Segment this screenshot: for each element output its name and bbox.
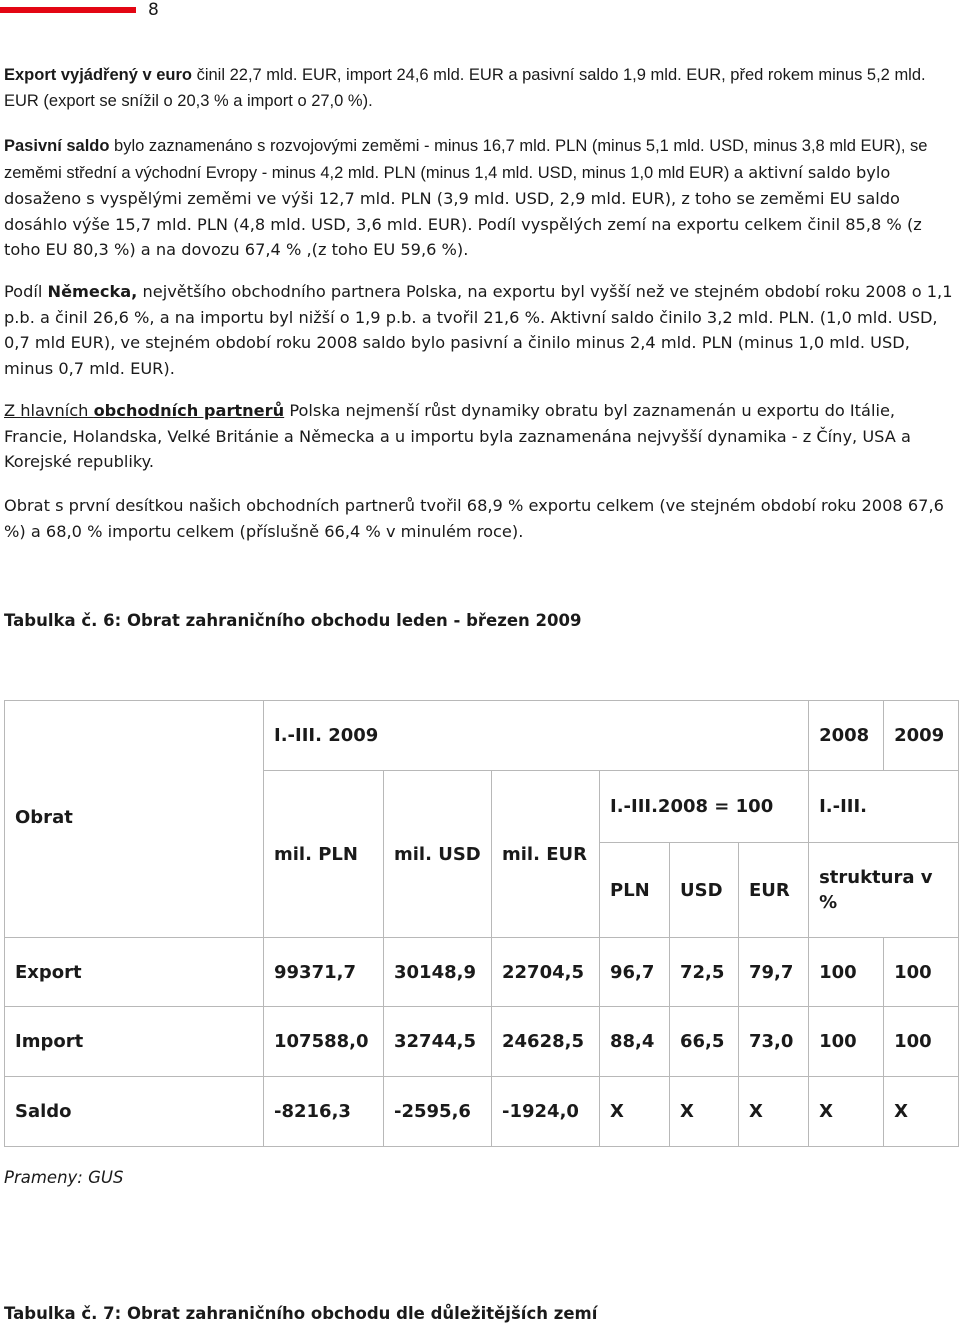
paragraph-text-pre [4, 401, 284, 420]
cell-eur: 22704,5 [492, 938, 600, 1007]
cell-structure-2009: 100 [884, 938, 959, 1007]
header-row-label: Obrat [5, 771, 264, 938]
paragraph-text-pre: Podíl [4, 282, 48, 301]
table-header-row-1 [5, 701, 959, 771]
paragraph-pre-text: Z hlavních [4, 401, 94, 420]
cell-usd: 32744,5 [384, 1007, 492, 1077]
cell-index-usd: X [670, 1077, 739, 1147]
header-col-eur: mil. EUR [492, 771, 600, 938]
cell-pln: 107588,0 [264, 1007, 384, 1077]
header-col-usd: mil. USD [384, 771, 492, 938]
row-label: Saldo [5, 1077, 264, 1147]
cell-pln: -8216,3 [264, 1077, 384, 1147]
page-number: 8 [148, 0, 159, 20]
paragraph-export-euro [4, 63, 957, 114]
cell-index-usd: 72,5 [670, 938, 739, 1007]
cell-eur: 24628,5 [492, 1007, 600, 1077]
cell-structure-2008: 100 [809, 938, 884, 1007]
cell-index-eur: X [739, 1077, 809, 1147]
paragraph-bold-germany: Německa, [47, 282, 138, 301]
paragraph-bold-partners: obchodních partnerů [93, 401, 285, 420]
cell-index-usd: 66,5 [670, 1007, 739, 1077]
cell-index-eur: 79,7 [739, 938, 809, 1007]
cell-pln: 99371,7 [264, 938, 384, 1007]
header-index-eur: EUR [739, 843, 809, 938]
header-col-pln: mil. PLN [264, 771, 384, 938]
paragraph-lead: Export vyjádřený v euro [4, 66, 192, 84]
header-structure-period: I.-III. [809, 771, 959, 843]
table-7-caption: Tabulka č. 7: Obrat zahraničního obchodu dle důležitějších zemí [4, 1304, 598, 1323]
cell-index-pln: 96,7 [600, 938, 670, 1007]
cell-eur: -1924,0 [492, 1077, 600, 1147]
paragraph-passive-balance [4, 133, 957, 263]
paragraph-lead: Pasivní saldo [4, 137, 110, 155]
header-accent-bar [0, 7, 136, 13]
header-structure: struktura v % [809, 843, 959, 938]
cell-usd: -2595,6 [384, 1077, 492, 1147]
cell-index-pln: X [600, 1077, 670, 1147]
row-label: Export [5, 938, 264, 1007]
paragraph-text: největšího obchodního partnera Polska, na exportu byl vyšší než ve stejném období roku 2008 o 1,1 p.b. a činil 26,6 %, a na importu byl nižší o 1,9 p.b. a tvořil 21,6 %. Aktivní saldo činilo 3,2 mld. PLN. (1,0 mld. USD, 0,7 mld EUR), ve stejném období roku 2008 saldo bylo pasivní a činilo minus 2,4 mld. PLN (minus 1,0 mld. USD, minus 0,7 mld. EUR). [4, 282, 953, 378]
table-header-row-2 [5, 771, 959, 843]
table-row [5, 1007, 959, 1077]
table-6-caption: Tabulka č. 6: Obrat zahraničního obchodu leden - březen 2009 [4, 611, 582, 630]
header-index: I.-III.2008 = 100 [600, 771, 809, 843]
header-index-pln: PLN [600, 843, 670, 938]
paragraph-main-partners [4, 398, 957, 475]
header-index-usd: USD [670, 843, 739, 938]
cell-index-eur: 73,0 [739, 1007, 809, 1077]
header-period: I.-III. 2009 [264, 701, 809, 771]
paragraph-germany [4, 279, 957, 381]
paragraph-text-part2: aktivní saldo bylo dosaženo s vyspělými zeměmi ve výši 12,7 mld. PLN (3,9 mld. USD, 2,9 mld. EUR), z toho se zeměmi EU saldo dosáhlo výše 15,7 mld. PLN (4,8 mld. USD, 3,6 mld. EUR). Podíl vyspělých zemí na exportu celkem činil 85,8 % (z toho EU 80,3 %) a na dovozu 67,4 % ,(z toho EU 59,6 %). [4, 162, 922, 259]
paragraph-text: bylo zaznamenáno s rozvojovými zeměmi - minus 16,7 mld. PLN (minus 5,1 mld. USD, minus 3,8 mld EUR), se zeměmi střední a východní Evropy - minus 4,2 mld. PLN (minus 1,4 mld. USD, minus 1,0 mld EUR) a [4, 137, 928, 182]
table-row [5, 1077, 959, 1147]
cell-usd: 30148,9 [384, 938, 492, 1007]
cell-index-pln: 88,4 [600, 1007, 670, 1077]
header-year-2009: 2009 [884, 701, 959, 771]
header-empty-cell [5, 701, 264, 771]
table-source-note: Prameny: GUS [4, 1168, 124, 1187]
cell-structure-2009: X [884, 1077, 959, 1147]
cell-structure-2009: 100 [884, 1007, 959, 1077]
paragraph-text: Polska nejmenší růst dynamiky obratu byl zaznamenán u exportu do Itálie, Francie, Holandska, Velké Británie a Německa a u importu byla zaznamenána nejvyšší dynamika - z Číny, USA a Korejské republiky. [4, 401, 911, 471]
trade-turnover-table [4, 700, 959, 1147]
paragraph-text: činil 22,7 mld. EUR, import 24,6 mld. EUR a pasivní saldo 1,9 mld. EUR, před rokem minus 5,2 mld. EUR (export se snížil o 20,3 % a import o 27,0 %). [4, 66, 926, 110]
paragraph-top-ten: Obrat s první desítkou našich obchodních partnerů tvořil 68,9 % exportu celkem (ve stejném období roku 2008 67,6 %) a 68,0 % importu celkem (příslušně 66,4 % v minulém roce). [4, 496, 944, 541]
table-row [5, 938, 959, 1007]
cell-structure-2008: X [809, 1077, 884, 1147]
header-year-2008: 2008 [809, 701, 884, 771]
row-label: Import [5, 1007, 264, 1077]
cell-structure-2008: 100 [809, 1007, 884, 1077]
